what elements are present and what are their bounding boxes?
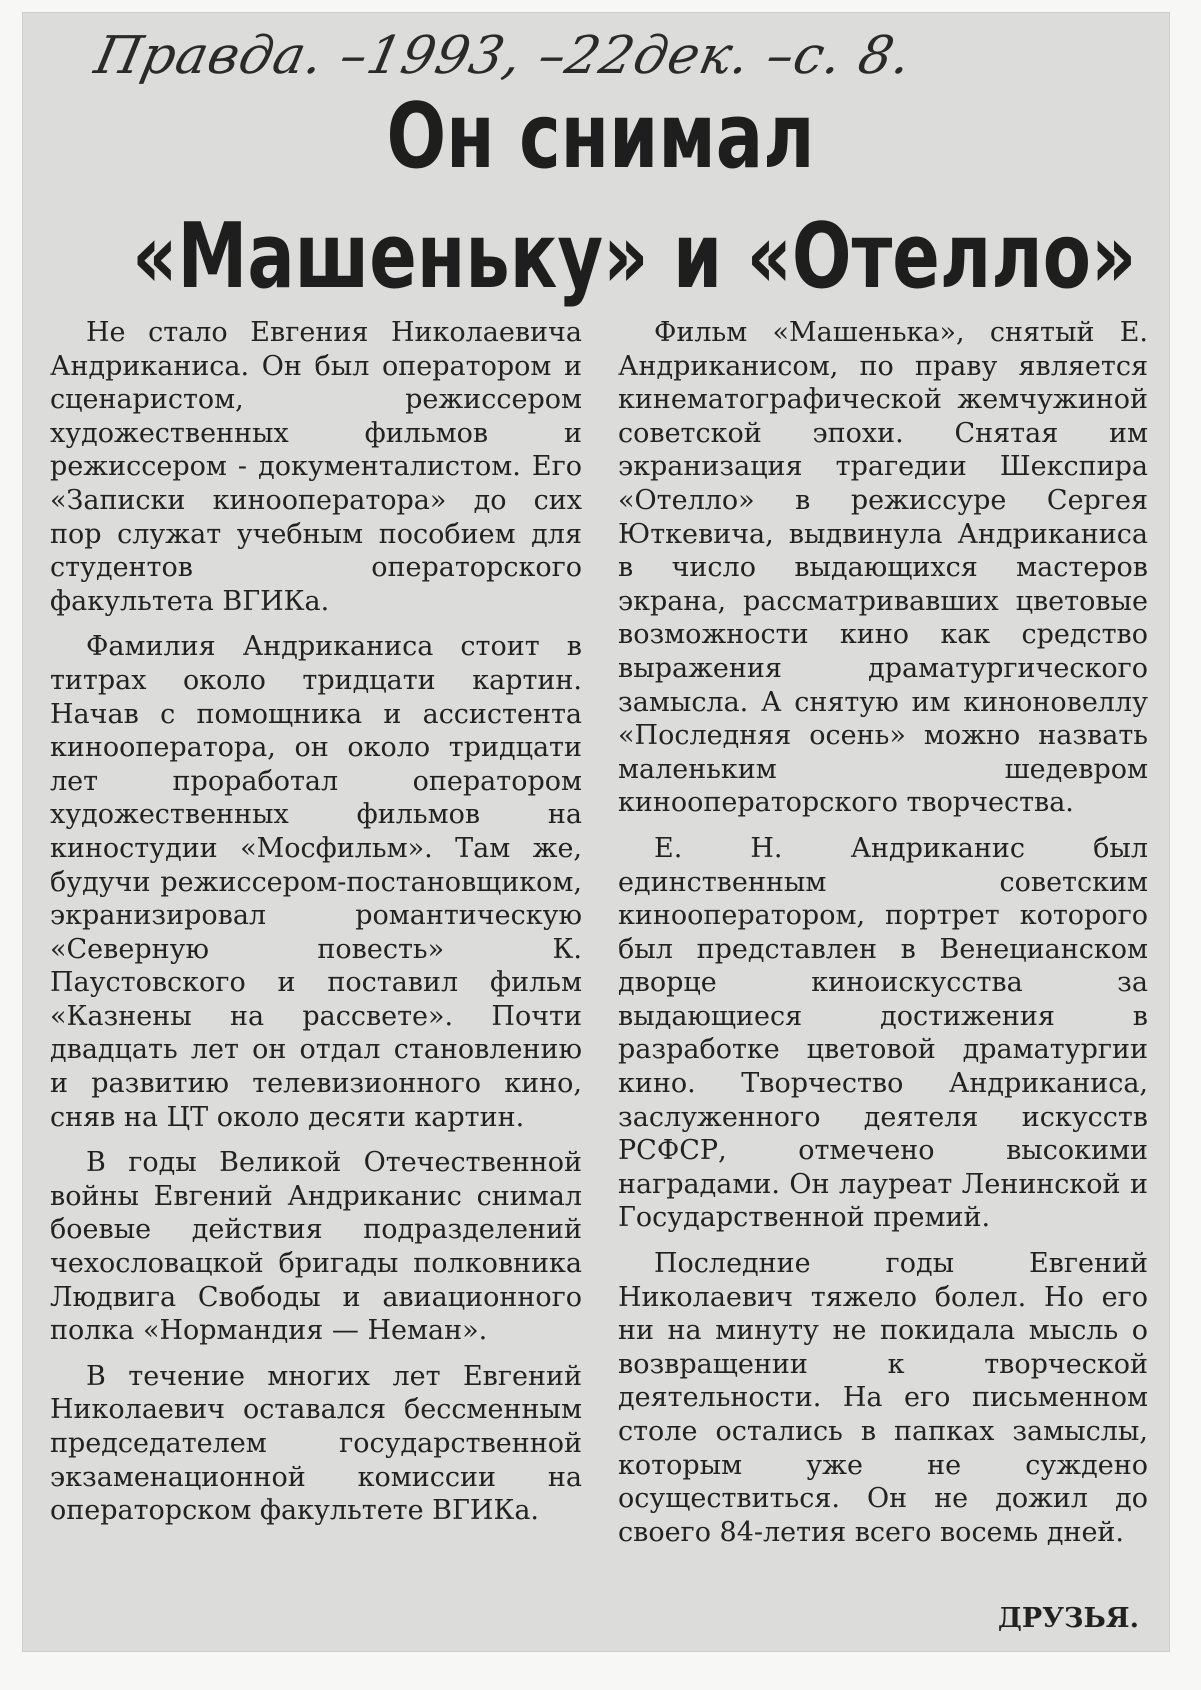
paragraph: В годы Великой Отечественной войны Евгений Андриканис снимал боевые действия подразделений чехословацкой бригады полковника Людвига Свободы и авиационного полка «Нормандия — Неман». <box>50 1147 582 1347</box>
paragraph: Фамилия Андриканиса стоит в титрах около тридцати картин. Начав с помощника и ассистента кинооператора, он около тридцати лет проработал оператором художественных фильмов на киностудии «Мосфильм». Там же, будучи режиссером-постановщиком, экранизировал романтическую «Северную повесть» К. Паустовского и поставил фильм «Казнены на рассвете». Почти двадцать лет он отдал становлению и развитию телевизионного кино, сняв на ЦТ около десяти картин. <box>50 631 582 1133</box>
handwritten-source-note: Правда. –1993, –22дек. –с. 8. <box>89 26 918 86</box>
paragraph: Фильм «Машенька», снятый Е. Андриканисом, по праву является кинематографической жемчужиной советской эпохи. Снятая им экранизация трагедии Шекспира «Отелло» в режиссуре Сергея Юткевича, выдвинула Андриканиса в число выдающихся мастеров экрана, рассматривавших цветовые возможности кино как средство выражения драматургического замысла. А снятую им киноновеллу «Последняя осень» можно назвать маленьким шедевром кинооператорского творчества. <box>618 317 1148 819</box>
paragraph: Не стало Евгения Николаевича Андриканиса. Он был оператором и сценаристом, режиссером художественных фильмов и режиссером - документалистом. Его «Записки кинооператора» до сих пор служат учебным пособием для студентов операторского факультета ВГИКа. <box>50 317 582 617</box>
paragraph: В течение многих лет Евгений Николаевич оставался бессменным председателем государственной экзаменационной комиссии на операторском факультете ВГИКа. <box>50 1360 582 1527</box>
article-right-column <box>618 316 1148 1561</box>
headline-line-2: «Машеньку» и «Отелло» <box>132 204 1137 309</box>
headline-line-1: Он снимал <box>386 84 815 189</box>
article-signature: ДРУЗЬЯ. <box>997 1603 1139 1634</box>
article-left-column <box>50 316 582 1540</box>
paragraph: Е. Н. Андриканис был единственным советским кинооператором, портрет которого был представлен в Венецианском дворце киноискусства за выдающиеся достижения в разработке цветовой драматургии кино. Творчество Андриканиса, заслуженного деятеля искусств РСФСР, отмечено высокими наградами. Он лауреат Ленинской и Государственной премий. <box>618 832 1148 1234</box>
paragraph: Последние годы Евгений Николаевич тяжело болел. Но его ни на минуту не покидала мысль о возвращении к творческой деятельности. На его письменном столе остались в папках замыслы, которым уже не суждено осуществиться. Он не дожил до своего 84-летия всего восемь дней. <box>618 1248 1148 1548</box>
